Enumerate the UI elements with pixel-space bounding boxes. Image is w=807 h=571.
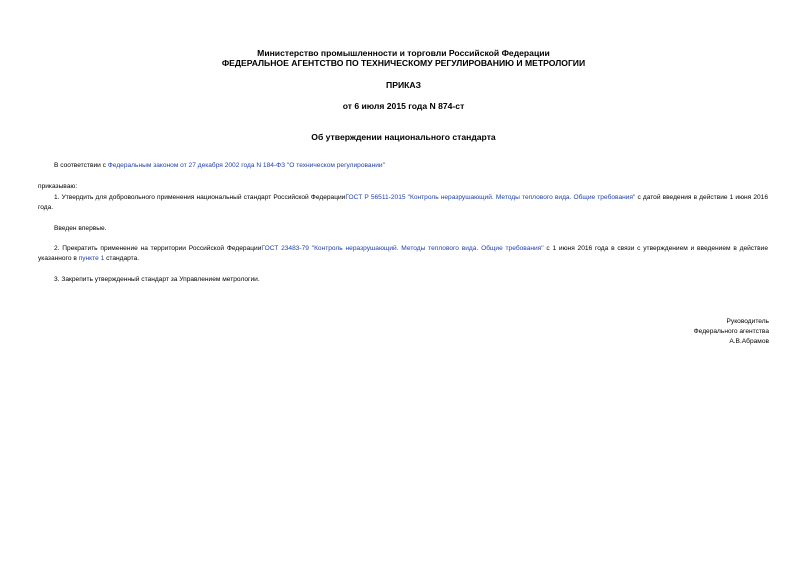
item-2-paragraph bbox=[38, 244, 768, 264]
signature-name: А.В.Абрамов bbox=[729, 338, 769, 345]
item-3-paragraph: 3. Закрепить утвержденный стандарт за Управлением метрологии. bbox=[54, 276, 260, 283]
gost-23483-link[interactable]: ГОСТ 23483-79 "Контроль неразрушающий. Методы теплового вида. Общие требования" bbox=[261, 245, 544, 252]
item-1-suffix: с датой введения в действие 1 июня 2016 года. bbox=[38, 194, 769, 211]
document-subject: Об утверждении национального стандарта bbox=[311, 132, 496, 142]
agency-name: ФЕДЕРАЛЬНОЕ АГЕНТСТВО ПО ТЕХНИЧЕСКОМУ РЕГУЛИРОВАНИЮ И МЕТРОЛОГИИ bbox=[221, 58, 586, 68]
signature-title: Руководитель bbox=[726, 318, 769, 325]
intro-paragraph bbox=[38, 161, 768, 171]
item-2-suffix: стандарта. bbox=[104, 255, 140, 262]
gost-r-56511-link[interactable]: ГОСТ Р 56511-2015 "Контроль неразрушающий. Методы теплового вида. Общие требования" bbox=[345, 194, 636, 201]
item-2-middle: с 1 июня 2016 года в связи с утверждением и введением в действие указанного в bbox=[38, 245, 768, 262]
ministry-name: Министерство промышленности и торговли Российской Федерации bbox=[257, 48, 550, 58]
federal-law-link[interactable]: Федеральным законом от 27 декабря 2002 года N 184-ФЗ "О техническом регулировании" bbox=[107, 162, 385, 169]
orders-word: приказываю: bbox=[38, 183, 78, 190]
intro-prefix: В соответствии с bbox=[54, 162, 108, 169]
document-date-number: от 6 июля 2015 года N 874-ст bbox=[342, 101, 465, 111]
clause-1-link[interactable]: пункте 1 bbox=[78, 255, 105, 262]
item-1-prefix: 1. Утвердить для добровольного применения национальный стандарт Российской Федерации bbox=[54, 194, 346, 201]
document-type: ПРИКАЗ bbox=[386, 80, 421, 90]
item-2-prefix: 2. Прекратить применение на территории Российской Федерации bbox=[54, 245, 262, 252]
item-1-paragraph bbox=[38, 193, 768, 213]
signature-agency: Федерального агентства bbox=[693, 328, 769, 335]
introduced-note: Введен впервые. bbox=[54, 225, 107, 232]
